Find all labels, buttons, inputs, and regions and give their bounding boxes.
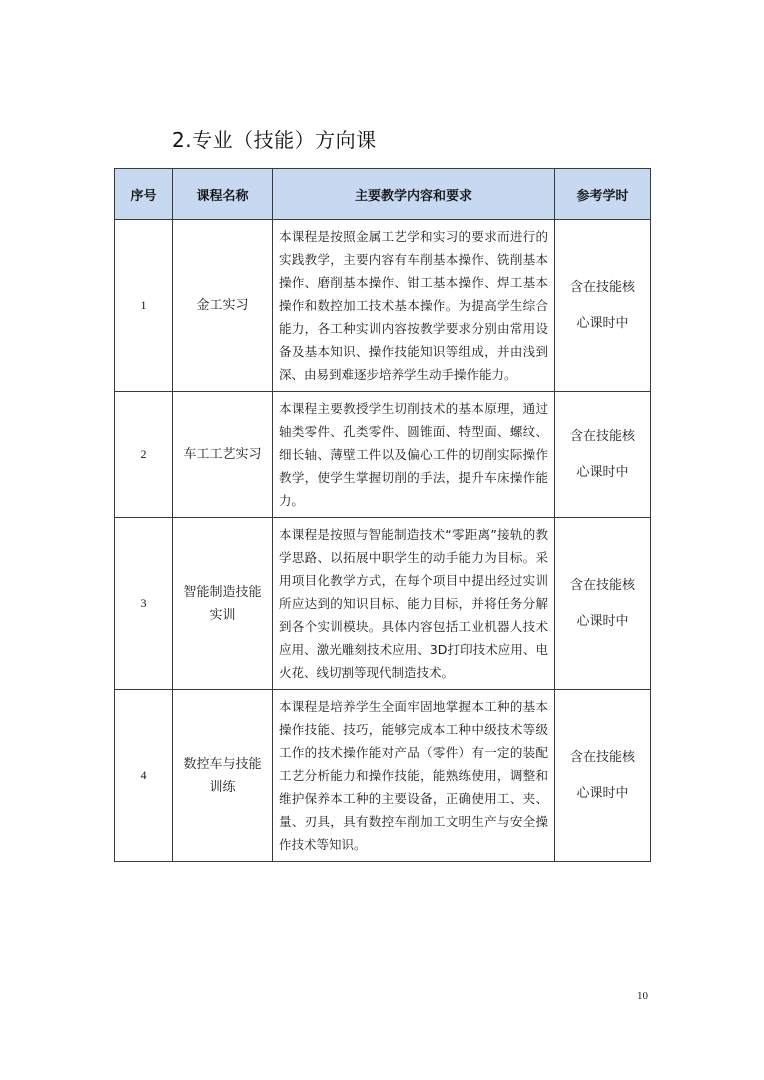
row-content: 本课程主要教授学生切削技术的基本原理，通过轴类零件、孔类零件、圆锥面、特型面、螺纹、细长轴、薄壁工件以及偏心工件的切削实际操作教学，使学生掌握切削的手法，提升车床操作能力。 <box>273 392 555 518</box>
row-hours-line1: 含在技能核 <box>569 279 635 295</box>
header-content: 主要教学内容和要求 <box>273 169 555 220</box>
row-number: 2 <box>115 392 173 518</box>
row-course-name: 智能制造技能实训 <box>173 518 273 690</box>
row-hours-line1: 含在技能核 <box>569 577 635 593</box>
row-hours-line2: 心课时中 <box>576 464 629 480</box>
row-hours <box>555 220 651 392</box>
row-number: 3 <box>115 518 173 690</box>
row-number: 4 <box>115 690 173 862</box>
table-header-row <box>115 169 651 220</box>
row-hours-line2: 心课时中 <box>576 785 629 801</box>
row-hours <box>555 690 651 862</box>
row-content: 本课程是培养学生全面牢固地掌握本工种的基本操作技能、技巧，能够完成本工种中级技术等级工作的技术操作能对产品（零件）有一定的装配工艺分析能力和操作技能，能熟练使用，调整和维护保养本工种的主要设备，正确使用工、夹、量、刃具，具有数控车削加工文明生产与安全操作技术等知识。 <box>273 690 555 862</box>
header-hours: 参考学时 <box>555 169 651 220</box>
table-row <box>115 220 651 392</box>
table-row <box>115 392 651 518</box>
header-course-name: 课程名称 <box>173 169 273 220</box>
row-course-name: 金工实习 <box>173 220 273 392</box>
row-hours <box>555 518 651 690</box>
table-row <box>115 518 651 690</box>
section-heading: 2.专业（技能）方向课 <box>172 128 377 152</box>
row-hours-line2: 心课时中 <box>576 613 629 629</box>
row-number: 1 <box>115 220 173 392</box>
row-content: 本课程是按照金属工艺学和实习的要求而进行的实践教学，主要内容有车削基本操作、铣削基本操作、磨削基本操作、钳工基本操作、焊工基本操作和数控加工技术基本操作。为提高学生综合能力，各工种实训内容按教学要求分别由常用设备及基本知识、操作技能知识等组成，并由浅到深、由易到难逐步培养学生动手操作能力。 <box>273 220 555 392</box>
row-hours <box>555 392 651 518</box>
table-row <box>115 690 651 862</box>
page-number: 10 <box>637 990 648 1002</box>
row-hours-line1: 含在技能核 <box>569 749 635 765</box>
row-content: 本课程是按照与智能制造技术“零距离”接轨的教学思路、以拓展中职学生的动手能力为目标。采用项目化教学方式，在每个项目中提出经过实训所应达到的知识目标、能力目标，并将任务分解到各个实训模块。具体内容包括工业机器人技术应用、激光雕刻技术应用、3D打印技术应用、电火花、线切割等现代制造技术。 <box>273 518 555 690</box>
row-course-name: 车工工艺实习 <box>173 392 273 518</box>
row-course-name: 数控车与技能训练 <box>173 690 273 862</box>
header-number: 序号 <box>115 169 173 220</box>
row-hours-line1: 含在技能核 <box>569 428 635 444</box>
row-hours-line2: 心课时中 <box>576 315 629 331</box>
course-table <box>114 168 651 862</box>
